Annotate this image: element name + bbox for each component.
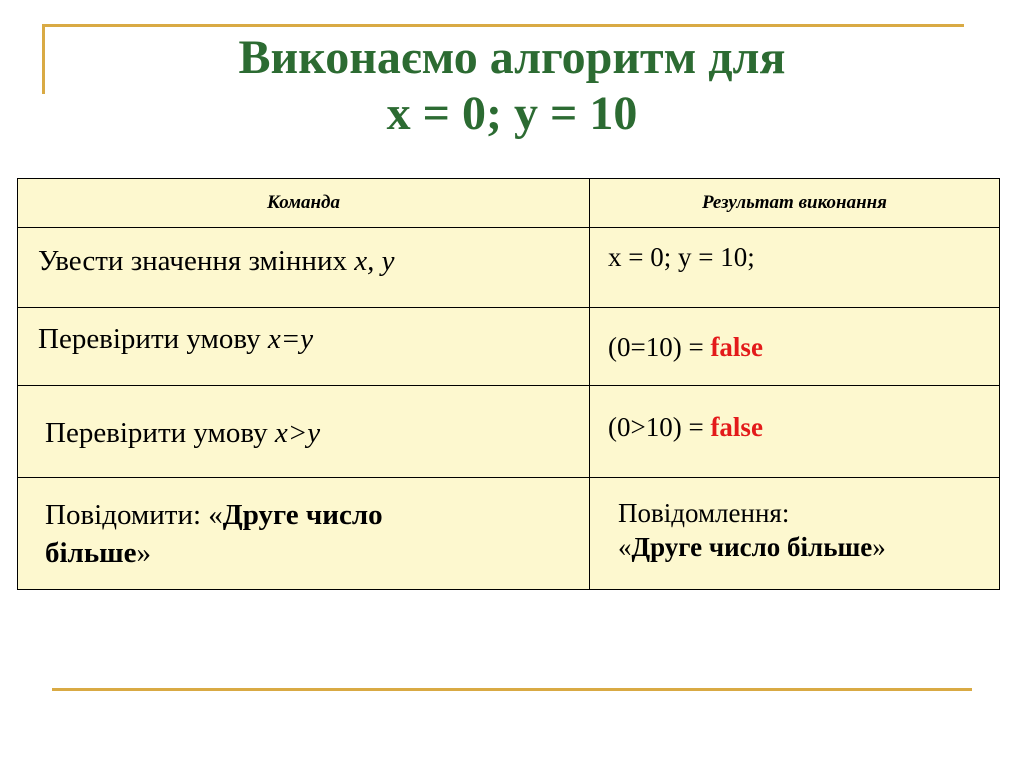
command-condition: x=y	[267, 323, 314, 355]
table-row	[18, 386, 1000, 478]
command-suffix: »	[136, 537, 152, 569]
result-cell	[590, 386, 1000, 478]
command-cell	[18, 478, 590, 590]
command-text	[18, 308, 589, 358]
command-condition: x>y	[274, 417, 321, 449]
header-result: Результат виконання	[590, 179, 1000, 228]
result-label: Повідомлення:	[618, 498, 790, 528]
command-text	[18, 386, 589, 452]
header-command: Команда	[18, 179, 590, 228]
algorithm-table	[17, 178, 1000, 590]
command-label: Увести значення змінних	[38, 245, 355, 277]
result-text: x = 0; y = 10;	[608, 242, 755, 272]
result-close-quote: »	[872, 532, 886, 562]
result-cell	[590, 308, 1000, 386]
result-text	[590, 386, 999, 444]
result-cell	[590, 478, 1000, 590]
result-text	[590, 308, 999, 364]
command-cell	[18, 386, 590, 478]
command-message-part-2: більше	[45, 537, 137, 569]
command-variables: x, y	[354, 245, 395, 277]
command-text	[18, 228, 589, 280]
result-value-false: false	[710, 412, 763, 442]
slide-title-line-2: x = 0; y = 10	[386, 87, 638, 140]
command-text	[18, 478, 589, 572]
table-row	[18, 308, 1000, 386]
command-label: Перевірити умову	[38, 323, 268, 355]
result-message: Друге число більше	[631, 532, 873, 562]
result-expression: (0=10) =	[608, 332, 711, 362]
command-message-part-1: Друге число	[222, 499, 383, 531]
result-expression: (0>10) =	[608, 412, 711, 442]
command-cell	[18, 228, 590, 308]
command-label: Перевірити умову	[45, 417, 275, 449]
table-row	[18, 478, 1000, 590]
table-header-row	[18, 179, 1000, 228]
slide-title-line-1: Виконаємо алгоритм для	[238, 31, 786, 84]
command-cell	[18, 308, 590, 386]
table-row	[18, 228, 1000, 308]
slide-title	[0, 30, 1024, 142]
result-value-false: false	[710, 332, 763, 362]
result-open-quote: «	[618, 532, 632, 562]
decor-top-line	[42, 24, 964, 27]
command-prefix: Повідомити: «	[45, 499, 223, 531]
result-cell	[590, 228, 1000, 308]
decor-bottom-line	[52, 688, 972, 691]
result-text	[590, 478, 999, 564]
